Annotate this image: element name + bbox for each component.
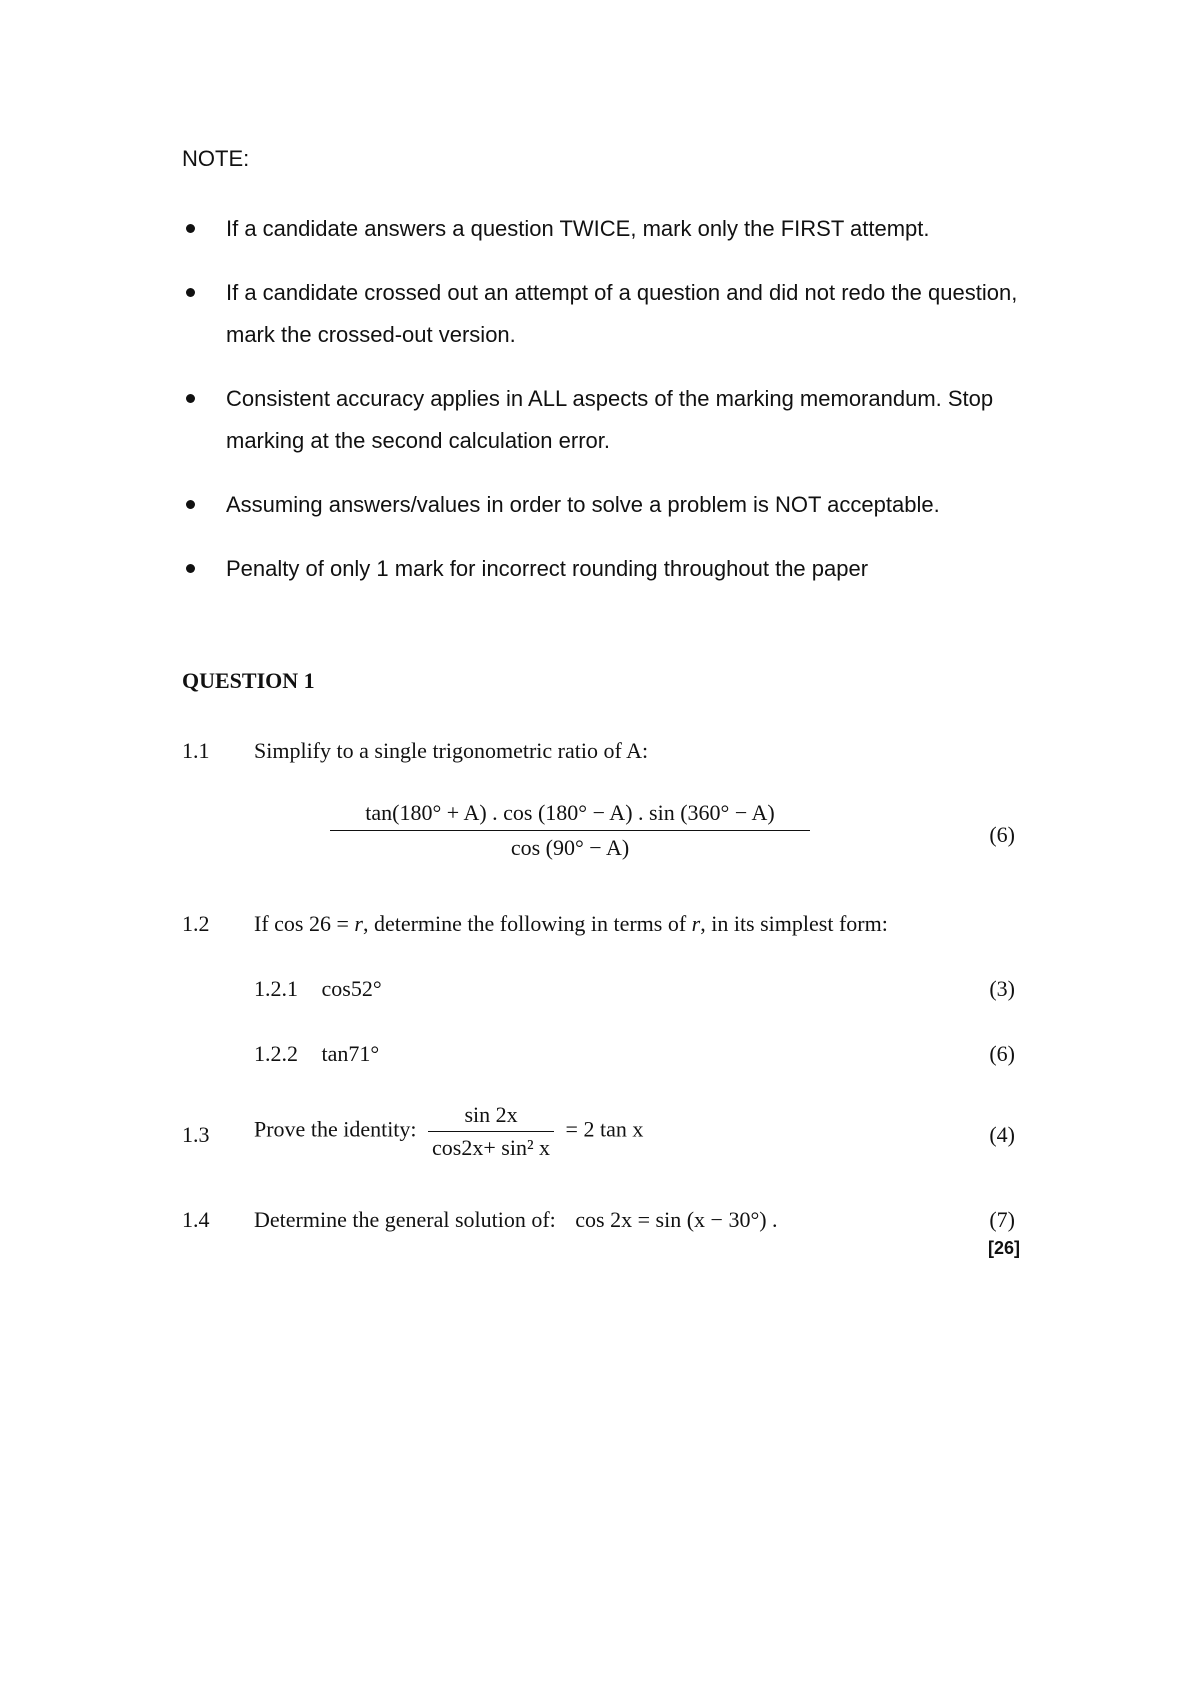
bullet-icon — [186, 224, 195, 233]
list-item: Consistent accuracy applies in ALL aspects of the marking memorandum. Stop marking at the second calculation error. — [182, 378, 1062, 462]
note-list — [182, 208, 1062, 612]
q1-1-numerator: tan(180° + A) . cos (180° − A) . sin (360° − A) — [365, 800, 775, 825]
q1-1-number: 1.1 — [182, 738, 210, 763]
q1-2-1-row — [254, 976, 382, 1002]
q1-2-1-marks: (3) — [989, 976, 1015, 1001]
question-total: [26] — [987, 1238, 1020, 1258]
fraction-bar — [330, 830, 810, 831]
q1-2-1-expr: cos52° — [321, 976, 382, 1001]
q1-2-2-row — [254, 1041, 379, 1067]
q1-3-text: Prove the identity: $\frac{\sin 2x}{\text{cos2x+ sin² x}}$ = 2 tan x — [254, 1102, 644, 1160]
q1-3-rhs: = 2 tan x — [565, 1116, 644, 1142]
q1-2-2-expr: tan71° — [321, 1041, 380, 1066]
list-item: Penalty of only 1 mark for incorrect rounding throughout the paper — [182, 548, 1062, 590]
q1-1-marks: (6) — [989, 822, 1015, 847]
q1-3-numerator: sin 2x — [428, 1102, 554, 1132]
q1-1-text: Simplify to a single trigonometric ratio of A: — [254, 738, 649, 763]
q1-3-fraction — [428, 1102, 554, 1161]
q1-4-expr: cos 2x = sin (x − 30°) . — [575, 1207, 778, 1232]
q1-1-fraction — [330, 800, 810, 861]
q1-3-marks: (4) — [989, 1122, 1015, 1147]
list-item: If a candidate crossed out an attempt of a question and did not redo the question, mark the crossed-out version. — [182, 272, 1062, 356]
q1-1-denominator: cos (90° − A) — [510, 835, 630, 860]
q1-4-number: 1.4 — [182, 1207, 210, 1232]
question-heading: QUESTION 1 — [182, 668, 315, 693]
q1-3-number: 1.3 — [182, 1122, 210, 1147]
q1-4-marks: (7) — [989, 1207, 1015, 1232]
q1-2-2-number: 1.2.2 — [254, 1041, 298, 1066]
q1-2-1-number: 1.2.1 — [254, 976, 298, 1001]
q1-2-number: 1.2 — [182, 911, 210, 936]
q1-4-text: Determine the general solution of: cos 2x = sin (x − 30°) . — [254, 1207, 778, 1232]
q1-2-2-marks: (6) — [989, 1041, 1015, 1066]
bullet-icon — [186, 500, 195, 509]
bullet-icon — [186, 394, 195, 403]
list-item: If a candidate answers a question TWICE, mark only the FIRST attempt. — [182, 208, 1062, 250]
list-item: Assuming answers/values in order to solve a problem is NOT acceptable. — [182, 484, 1062, 526]
bullet-icon — [186, 564, 195, 573]
q1-2-text: If cos 26 = r, determine the following in terms of r, in its simplest form: — [254, 911, 888, 936]
q1-3-denominator: cos2x+ sin² x — [432, 1135, 551, 1160]
note-heading: NOTE: — [182, 146, 250, 171]
bullet-icon — [186, 288, 195, 297]
